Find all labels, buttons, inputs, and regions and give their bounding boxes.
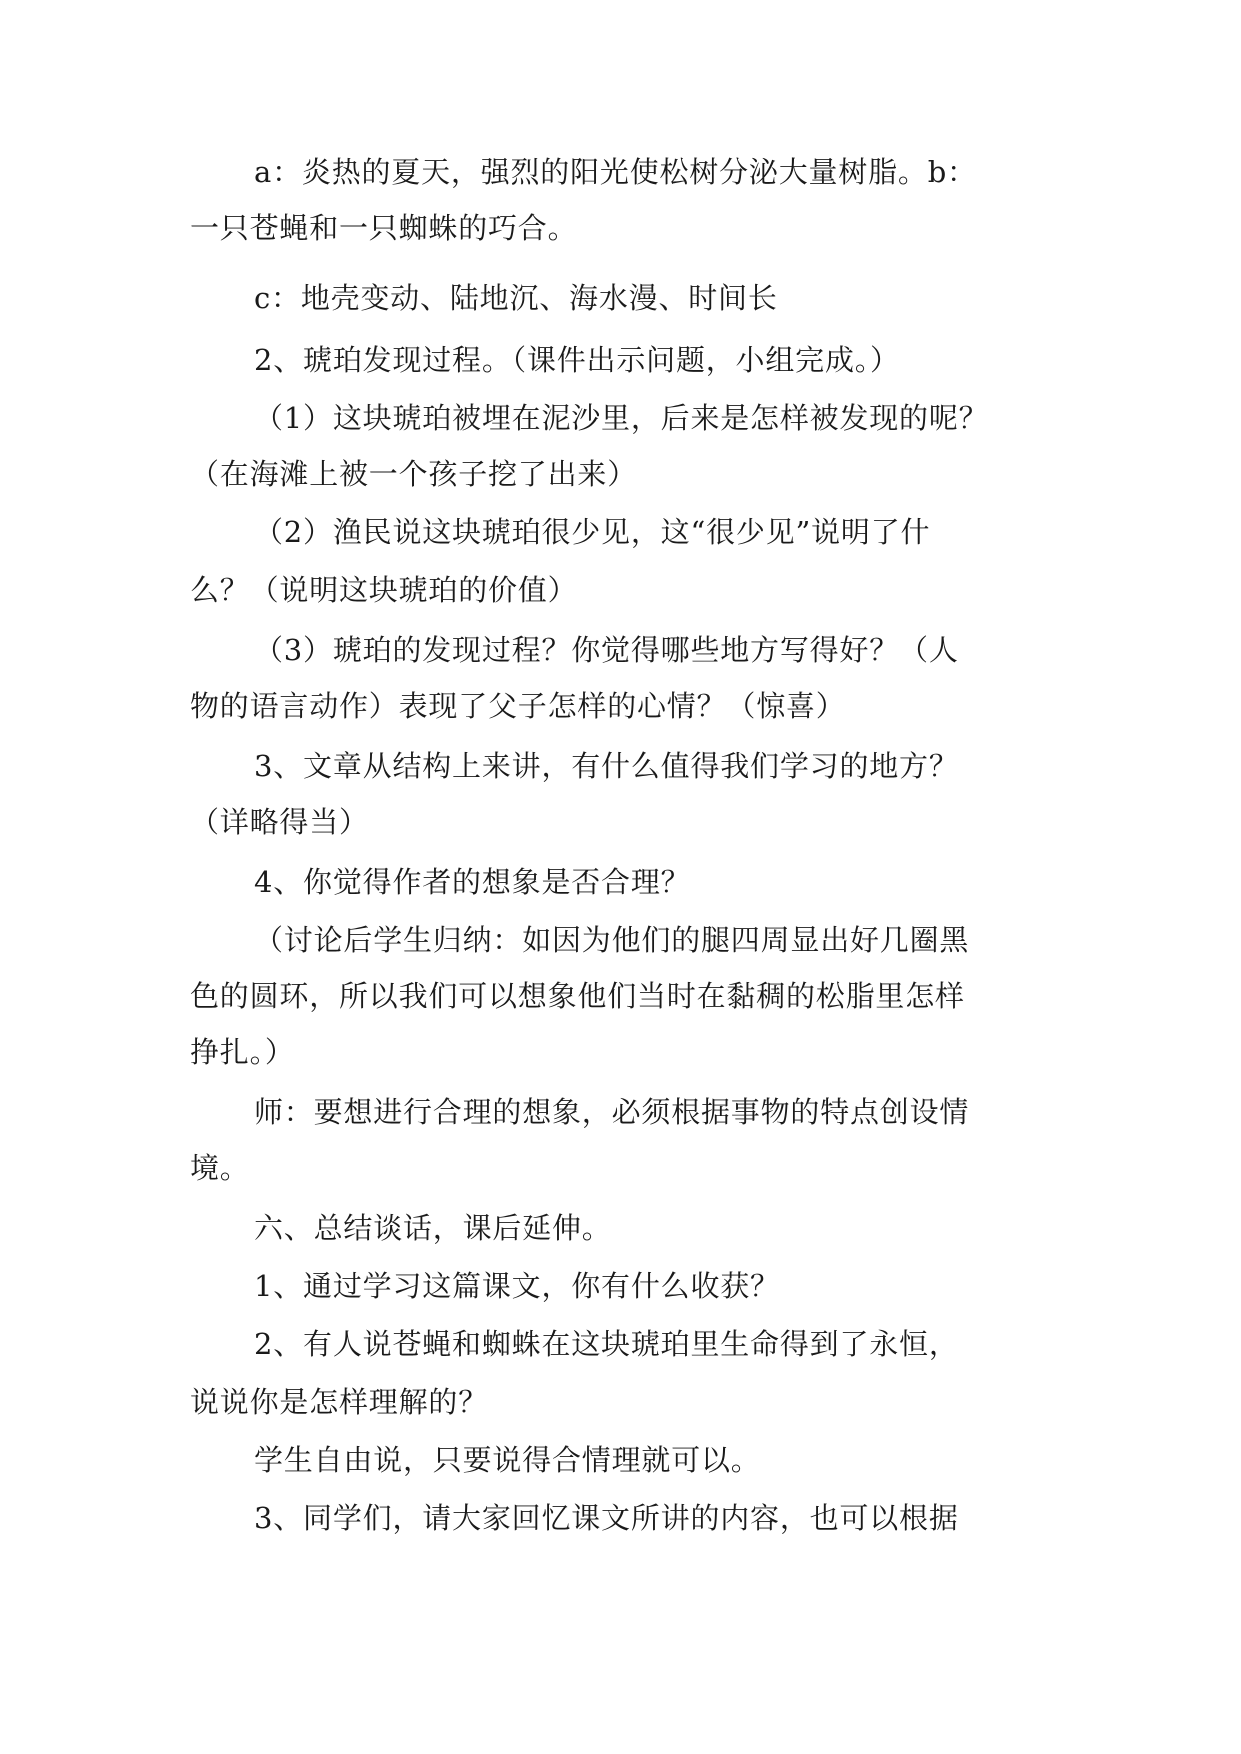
text-line: 色的圆环，所以我们可以想象他们当时在黏稠的松脂里怎样: [190, 979, 965, 1013]
text-line: （2）渔民说这块琥珀很少见，这“很少见”说明了什: [254, 515, 931, 549]
text-line: 说说你是怎样理解的？: [190, 1385, 489, 1419]
text-line: 3、同学们，请大家回忆课文所讲的内容，也可以根据: [254, 1501, 959, 1535]
text-line: a：炎热的夏天，强烈的阳光使松树分泌大量树脂。b：: [254, 155, 977, 189]
text-line: （1）这块琥珀被埋在泥沙里，后来是怎样被发现的呢？: [254, 401, 989, 435]
text-line: 4、你觉得作者的想象是否合理？: [254, 865, 691, 899]
text-line: 1、通过学习这篇课文，你有什么收获？: [254, 1269, 780, 1303]
text-line: 学生自由说，只要说得合情理就可以。: [254, 1443, 761, 1477]
text-line: （讨论后学生归纳：如因为他们的腿四周显出好几圈黑: [254, 923, 970, 957]
text-line: （详略得当）: [190, 805, 369, 839]
text-line: 么？（说明这块琥珀的价值）: [190, 573, 578, 607]
text-line: 师：要想进行合理的想象，必须根据事物的特点创设情: [254, 1095, 970, 1129]
text-line: 挣扎。）: [190, 1035, 295, 1069]
text-line: 一只苍蝇和一只蜘蛛的巧合。: [190, 211, 578, 245]
text-line: 六、总结谈话，课后延伸。: [254, 1211, 612, 1245]
text-line: 物的语言动作）表现了父子怎样的心情？（惊喜）: [190, 689, 846, 723]
text-line: （在海滩上被一个孩子挖了出来）: [190, 457, 638, 491]
text-line: 2、琥珀发现过程。（课件出示问题，小组完成。）: [254, 343, 900, 377]
text-line: 2、有人说苍蝇和蜘蛛在这块琥珀里生命得到了永恒，: [254, 1327, 959, 1361]
text-line: 3、文章从结构上来讲，有什么值得我们学习的地方？: [254, 749, 959, 783]
text-line: c：地壳变动、陆地沉、海水漫、时间长: [254, 281, 778, 315]
text-line: 境。: [190, 1151, 250, 1185]
text-line: （3）琥珀的发现过程？你觉得哪些地方写得好？（人: [254, 633, 959, 667]
